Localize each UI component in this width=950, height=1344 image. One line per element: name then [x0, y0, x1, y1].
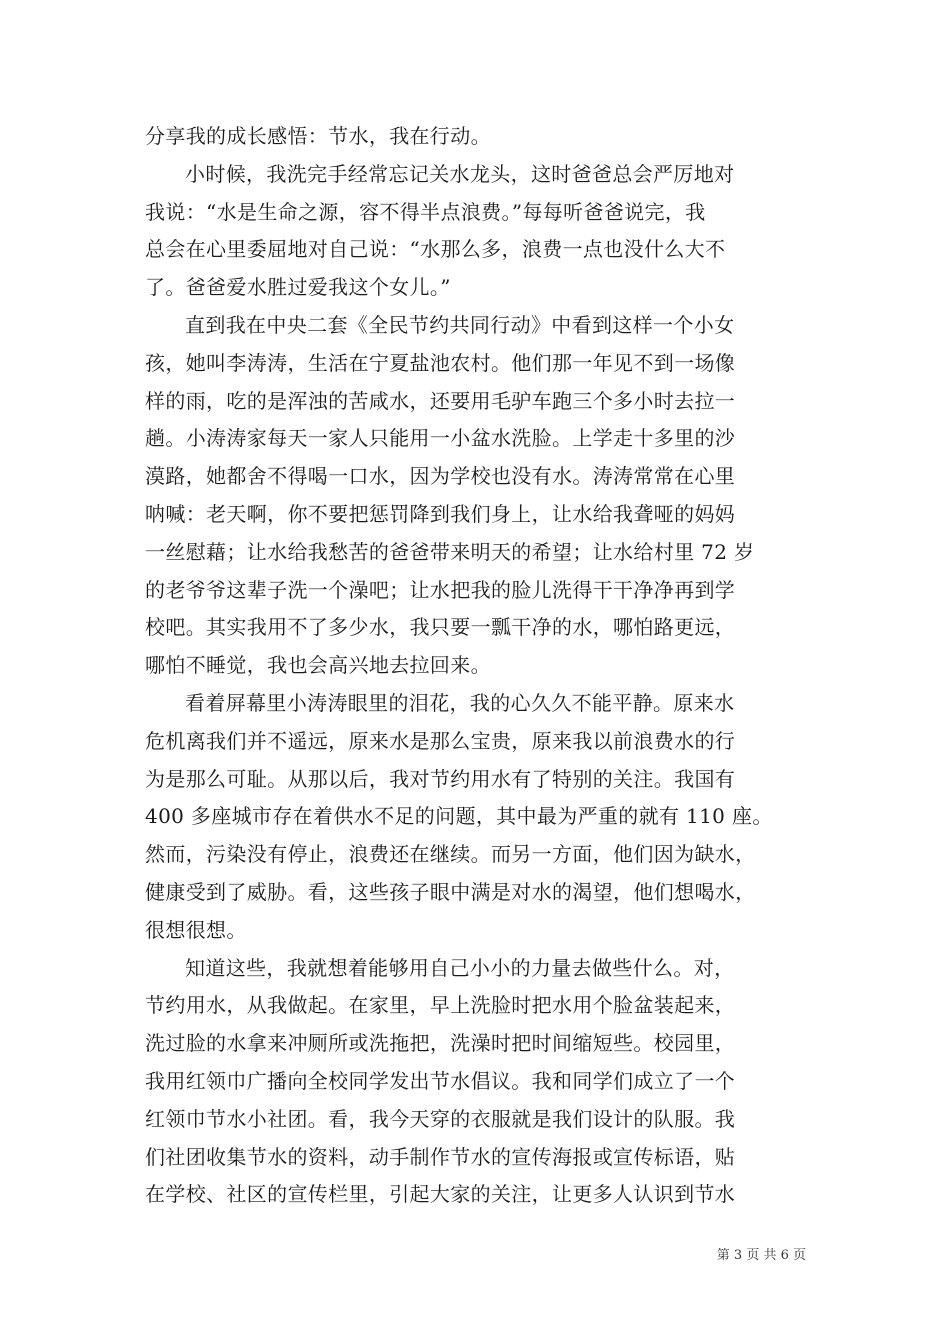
text-line: 了。爸爸爱水胜过爱我这个女儿。” [145, 275, 451, 300]
text-line: 们社团收集节水的资料，动手制作节水的宣传海报或宣传标语，贴 [145, 1144, 736, 1169]
text-line: 哪怕不睡觉，我也会高兴地去拉回来。 [145, 653, 491, 678]
text-line: 总会在心里委屈地对自己说：“水那么多，浪费一点也没什么大不 [145, 237, 726, 262]
body-text [145, 118, 815, 1214]
text-line: 看着屏幕里小涛涛眼里的泪花，我的心久久不能平静。原来水 [185, 690, 735, 715]
text-line: 小时候，我洗完手经常忘记关水龙头，这时爸爸总会严厉地对 [185, 161, 735, 186]
text-line: 的老爷爷这辈子洗一个澡吧；让水把我的脸儿洗得干干净净再到学 [145, 577, 736, 602]
text-line: 校吧。其实我用不了多少水，我只要一瓢干净的水，哪怕路更远， [145, 615, 736, 640]
text-line: 400 多座城市存在着供水不足的问题，其中最为严重的就有 110 座。 [145, 804, 773, 829]
text-line: 然而，污染没有停止，浪费还在继续。而另一方面，他们因为缺水， [145, 842, 756, 867]
text-line: 呐喊：老天啊，你不要把惩罚降到我们身上，让水给我聋哑的妈妈 [145, 501, 736, 526]
text-line: 很想很想。 [145, 917, 247, 942]
text-line: 知道这些，我就想着能够用自己小小的力量去做些什么。对， [185, 955, 735, 980]
text-line: 我用红领巾广播向全校同学发出节水倡议。我和同学们成立了一个 [145, 1068, 736, 1093]
text-line: 样的雨，吃的是浑浊的苦咸水，还要用毛驴车跑三个多小时去拉一 [145, 388, 736, 413]
text-line: 红领巾节水小社团。看，我今天穿的衣服就是我们设计的队服。我 [145, 1106, 736, 1131]
page-number-footer: 第 3 页 共 6 页 [716, 1248, 806, 1263]
text-line: 分享我的成长感悟：节水，我在行动。 [145, 124, 491, 148]
text-line: 节约用水，从我做起。在家里，早上洗脸时把水用个脸盆装起来， [145, 993, 736, 1018]
text-line: 洗过脸的水拿来冲厕所或洗拖把，洗澡时把时间缩短些。校园里， [145, 1031, 736, 1056]
text-line: 孩，她叫李涛涛，生活在宁夏盐池农村。他们那一年见不到一场像 [145, 350, 736, 375]
text-line: 为是那么可耻。从那以后，我对节约用水有了特别的关注。我国有 [145, 766, 736, 791]
text-line: 我说：“水是生命之源，容不得半点浪费。”每每听爸爸说完，我 [145, 199, 706, 224]
text-line: 在学校、社区的宣传栏里，引起大家的关注，让更多人认识到节水 [145, 1182, 736, 1207]
text-line: 直到我在中央二套《全民节约共同行动》中看到这样一个小女 [185, 312, 735, 337]
text-line: 健康受到了威胁。看，这些孩子眼中满是对水的渴望，他们想喝水， [145, 879, 756, 904]
text-line: 趟。小涛涛家每天一家人只能用一小盆水洗脸。上学走十多里的沙 [145, 426, 736, 451]
text-line: 危机离我们并不遥远，原来水是那么宝贵，原来我以前浪费水的行 [145, 728, 736, 753]
text-line: 漠路，她都舍不得喝一口水，因为学校也没有水。涛涛常常在心里 [145, 464, 736, 489]
text-line: 一丝慰藉；让水给我愁苦的爸爸带来明天的希望；让水给村里 72 岁 [145, 539, 755, 564]
